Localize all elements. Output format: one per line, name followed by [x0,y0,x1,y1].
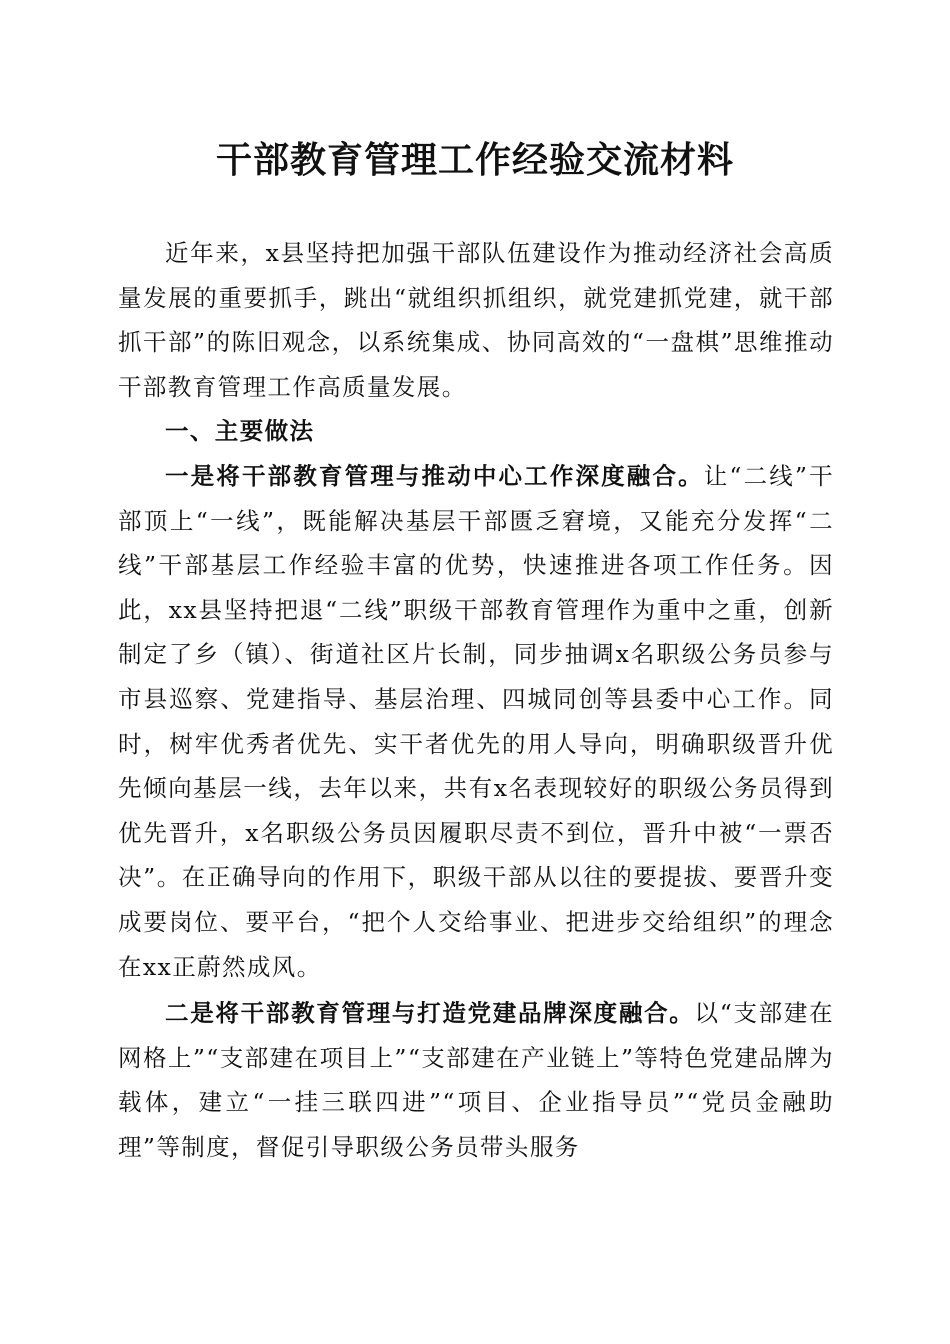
paragraph-practice-2 [118,991,834,1169]
document-body [118,231,834,1169]
paragraph-practice-1 [118,454,834,989]
intro-paragraph: 近年来，x县坚持把加强干部队伍建设作为推动经济社会高质量发展的重要抓手，跳出“就组织抓组织，就党建抓党建，就干部抓干部”的陈旧观念，以系统集成、协同高效的“一盘棋”思维推动干部教育管理工作高质量发展。 [118,239,834,401]
section-heading-main-practices: 一、主要做法 [165,417,315,446]
document-title: 干部教育管理工作经验交流材料 [215,139,734,181]
paragraph-lead-2: 二是将干部教育管理与打造党建品牌深度融合。 [165,999,695,1028]
paragraph-body-2: 以“支部建在网格上”“支部建在项目上”“支部建在产业链上”等特色党建品牌为载体，建立“一挂三联四进”“项目、企业指导员”“党员金融助理”等制度，督促引导职级公务员带头服务 [118,999,834,1161]
paragraph-lead-1: 一是将干部教育管理与推动中心工作深度融合。 [165,461,704,490]
paragraph-body-1: 让“二线”干部顶上“一线”，既能解决基层干部匮乏窘境，又能充分发挥“二线”干部基层工作经验丰富的优势，快速推进各项工作任务。因此，xx县坚持把退“二线”职级干部教育管理作为重中之重，创新制定了乡（镇）、街道社区片长制，同步抽调x名职级公务员参与市县巡察、党建指导、基层治理、四城同创等县委中心工作。同时，树牢优秀者优先、实干者优先的用人导向，明确职级晋升优先倾向基层一线，去年以来，共有x名表现较好的职级公务员得到优先晋升，x名职级公务员因履职尽责不到位，晋升中被“一票否决”。在正确导向的作用下，职级干部从以往的要提拔、要晋升变成要岗位、要平台，“把个人交给事业、把进步交给组织”的理念在xx正蔚然成风。 [118,461,834,981]
